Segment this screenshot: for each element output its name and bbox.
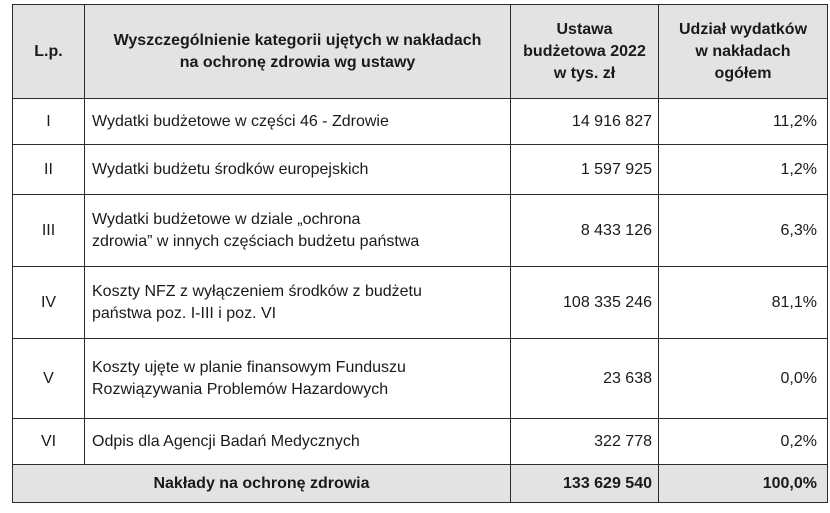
row-amount: 108 335 246: [511, 267, 659, 339]
row-lp: III: [13, 195, 85, 267]
table-header-row: [13, 5, 828, 99]
row-description: Wydatki budżetowe w dziale „ochrona zdrowia” w innych częściach budżetu państwa: [85, 195, 511, 267]
table-row: [13, 419, 828, 465]
table-row: [13, 195, 828, 267]
row-amount: 8 433 126: [511, 195, 659, 267]
expenditure-table-container: [12, 4, 828, 503]
row-description: Wydatki budżetu środków europejskich: [85, 145, 511, 195]
row-lp: IV: [13, 267, 85, 339]
header-budget: Ustawa budżetowa 2022 w tys. zł: [511, 5, 659, 99]
total-label: Nakłady na ochronę zdrowia: [13, 465, 511, 503]
row-share: 81,1%: [659, 267, 828, 339]
health-expenditure-table: [12, 4, 828, 503]
row-share: 0,2%: [659, 419, 828, 465]
header-lp: L.p.: [13, 5, 85, 99]
row-lp: VI: [13, 419, 85, 465]
table-row: [13, 267, 828, 339]
row-amount: 1 597 925: [511, 145, 659, 195]
table-total-row: [13, 465, 828, 503]
total-share: 100,0%: [659, 465, 828, 503]
row-lp: I: [13, 99, 85, 145]
row-amount: 322 778: [511, 419, 659, 465]
row-share: 1,2%: [659, 145, 828, 195]
row-lp: V: [13, 339, 85, 419]
row-share: 6,3%: [659, 195, 828, 267]
header-category: Wyszczególnienie kategorii ujętych w nakładach na ochronę zdrowia wg ustawy: [85, 5, 511, 99]
table-row: [13, 99, 828, 145]
row-description: Koszty ujęte w planie finansowym Funduszu Rozwiązywania Problemów Hazardowych: [85, 339, 511, 419]
row-amount: 23 638: [511, 339, 659, 419]
row-amount: 14 916 827: [511, 99, 659, 145]
row-share: 0,0%: [659, 339, 828, 419]
row-share: 11,2%: [659, 99, 828, 145]
table-row: [13, 339, 828, 419]
header-share: Udział wydatków w nakładach ogółem: [659, 5, 828, 99]
row-description: Odpis dla Agencji Badań Medycznych: [85, 419, 511, 465]
table-row: [13, 145, 828, 195]
row-description: Wydatki budżetowe w części 46 - Zdrowie: [85, 99, 511, 145]
total-amount: 133 629 540: [511, 465, 659, 503]
row-description: Koszty NFZ z wyłączeniem środków z budżetu państwa poz. I-III i poz. VI: [85, 267, 511, 339]
row-lp: II: [13, 145, 85, 195]
